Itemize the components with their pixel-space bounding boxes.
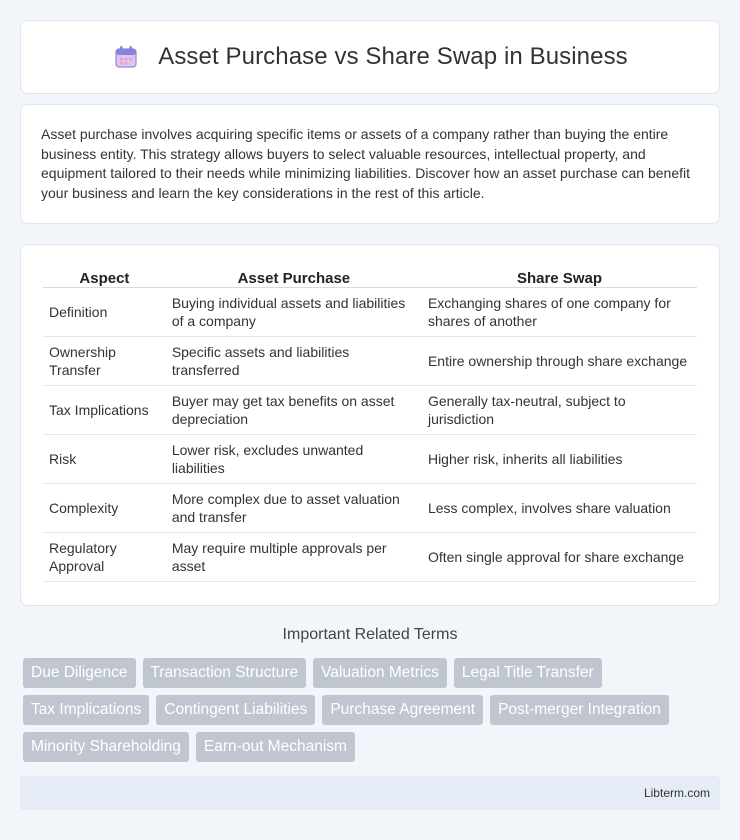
cell-aspect: Regulatory Approval bbox=[43, 533, 166, 582]
term-tag[interactable]: Transaction Structure bbox=[143, 658, 307, 688]
related-terms-list bbox=[23, 658, 723, 769]
term-tag[interactable]: Purchase Agreement bbox=[322, 695, 483, 725]
footer bbox=[20, 776, 720, 810]
cell-asset-purchase: Buying individual assets and liabilities of a company bbox=[166, 288, 422, 337]
cell-share-swap: Exchanging shares of one company for shares of another bbox=[422, 288, 697, 337]
header-asset-purchase: Asset Purchase bbox=[166, 263, 422, 288]
cell-share-swap: Less complex, involves share valuation bbox=[422, 484, 697, 533]
cell-aspect: Complexity bbox=[43, 484, 166, 533]
cell-share-swap: Often single approval for share exchange bbox=[422, 533, 697, 582]
term-tag[interactable]: Valuation Metrics bbox=[313, 658, 447, 688]
table-row bbox=[43, 533, 697, 582]
table-row bbox=[43, 435, 697, 484]
cell-share-swap: Generally tax-neutral, subject to jurisdiction bbox=[422, 386, 697, 435]
cell-share-swap: Entire ownership through share exchange bbox=[422, 337, 697, 386]
header-share-swap: Share Swap bbox=[422, 263, 697, 288]
table-row bbox=[43, 288, 697, 337]
title-card bbox=[20, 20, 720, 94]
header-aspect: Aspect bbox=[43, 263, 166, 288]
term-tag[interactable]: Earn-out Mechanism bbox=[196, 732, 355, 762]
table-header-row bbox=[43, 263, 697, 288]
term-tag[interactable]: Post-merger Integration bbox=[490, 695, 669, 725]
calendar-icon bbox=[112, 43, 140, 71]
comparison-card bbox=[20, 244, 720, 606]
term-tag[interactable]: Contingent Liabilities bbox=[156, 695, 315, 725]
term-tag[interactable]: Minority Shareholding bbox=[23, 732, 189, 762]
table-row bbox=[43, 337, 697, 386]
term-tag[interactable]: Tax Implications bbox=[23, 695, 149, 725]
cell-aspect: Ownership Transfer bbox=[43, 337, 166, 386]
cell-asset-purchase: Specific assets and liabilities transferred bbox=[166, 337, 422, 386]
cell-share-swap: Higher risk, inherits all liabilities bbox=[422, 435, 697, 484]
term-tag[interactable]: Legal Title Transfer bbox=[454, 658, 602, 688]
cell-asset-purchase: Lower risk, excludes unwanted liabilities bbox=[166, 435, 422, 484]
cell-aspect: Risk bbox=[43, 435, 166, 484]
cell-asset-purchase: Buyer may get tax benefits on asset depreciation bbox=[166, 386, 422, 435]
term-tag[interactable]: Due Diligence bbox=[23, 658, 136, 688]
cell-aspect: Tax Implications bbox=[43, 386, 166, 435]
cell-asset-purchase: More complex due to asset valuation and transfer bbox=[166, 484, 422, 533]
table-row bbox=[43, 386, 697, 435]
cell-aspect: Definition bbox=[43, 288, 166, 337]
footer-site-link[interactable]: Libterm.com bbox=[643, 786, 710, 800]
table-row bbox=[43, 484, 697, 533]
related-terms-title: Important Related Terms bbox=[282, 626, 458, 643]
intro-card bbox=[20, 104, 720, 224]
intro-text: Asset purchase involves acquiring specific items or assets of a company rather than buying the entire business entity. This strategy allows buyers to select valuable resources, intellectual property, and equipment tailored to their needs while minimizing liabilities. Discover how an asset purchase can benefit your business and learn the key considerations in the rest of this article. bbox=[41, 126, 691, 201]
page-title: Asset Purchase vs Share Swap in Business bbox=[158, 43, 628, 70]
comparison-table bbox=[43, 263, 697, 582]
cell-asset-purchase: May require multiple approvals per asset bbox=[166, 533, 422, 582]
